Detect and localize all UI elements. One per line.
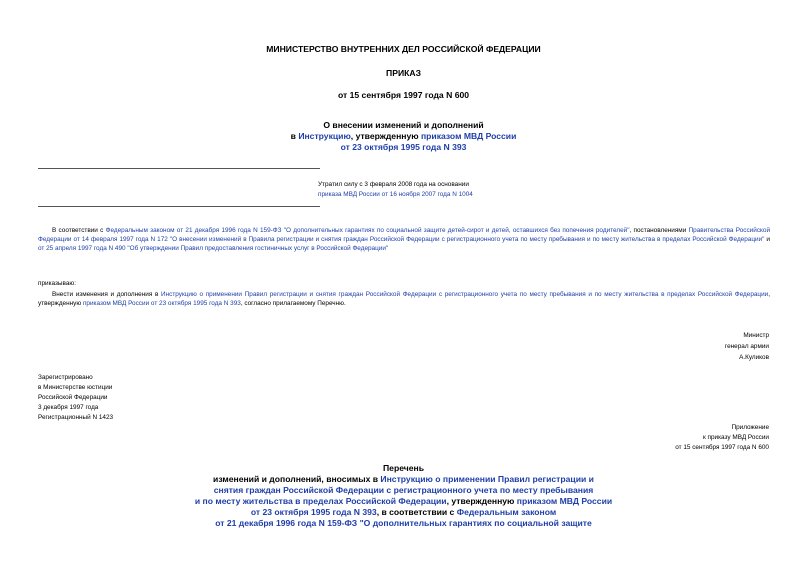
instruction-rules-link[interactable]: Инструкцию о применении Правил регистрации и снятия граждан Российской Федерации с регистрационного учета по месту пребывания и по месту жительства в пределах Российской Федерации xyxy=(161,291,769,298)
appendix-order-ref: к приказу МВД России xyxy=(702,434,769,441)
list-text-4: , в соответствии с xyxy=(376,507,457,517)
list-title-line-3 xyxy=(0,496,807,507)
order-date-link[interactable]: от 23 октября 1995 года N 393 xyxy=(340,142,467,152)
registration-line-3: Российской Федерации xyxy=(38,394,108,401)
list-title-line-2 xyxy=(0,485,807,496)
list-heading: Перечень xyxy=(382,463,424,473)
signature-rank: генерал армии xyxy=(724,343,769,350)
ministry-heading: МИНИСТЕРСТВО ВНУТРЕННИХ ДЕЛ РОССИЙСКОЙ ФЕДЕРАЦИИ xyxy=(266,44,541,54)
list-text-3: , утвержденную xyxy=(446,496,517,506)
lapse-note: Утратил силу с 3 февраля 2008 года на основании xyxy=(318,181,469,188)
order-text-1: Внести изменения и дополнения в xyxy=(52,291,162,298)
list-title-line-5 xyxy=(0,518,807,529)
order-word: приказываю: xyxy=(38,280,76,287)
document-date: от 15 сентября 1997 года N 600 xyxy=(337,90,470,100)
registration-number: Регистрационный N 1423 xyxy=(38,414,114,421)
instruction-link[interactable]: Инструкцию xyxy=(298,131,351,141)
lapse-order-link[interactable]: приказа МВД России от 16 ноября 2007 года N 1004 xyxy=(318,191,473,198)
federal-law-link[interactable]: Федеральным законом от 21 декабря 1996 года N 159-ФЗ "О дополнительных гарантиях по социальной защите детей-сирот и детей, оставшихся без попечения родителей" xyxy=(105,227,630,234)
title-line-1: О внесении изменений и дополнений xyxy=(323,120,484,130)
registration-line-2: в Министерстве юстиции xyxy=(38,384,113,391)
list-federal-law-link-cont[interactable]: от 21 декабря 1996 года N 159-ФЗ "О дополнительных гарантиях по социальной защите xyxy=(215,518,592,528)
title-mid: , утвержденную xyxy=(350,131,421,141)
appendix-label: Приложение xyxy=(731,424,769,431)
title-prefix: в xyxy=(290,131,299,141)
divider-bottom xyxy=(38,206,320,207)
list-title-line-4 xyxy=(0,507,807,518)
list-federal-law-link[interactable]: Федеральным законом xyxy=(456,507,557,517)
list-mvd-order-link[interactable]: приказом МВД России xyxy=(516,496,613,506)
government-decree-490-link[interactable]: от 25 апреля 1997 года N 490 "Об утверждении Правил предоставления гостиничных услуг в Российской Федерации" xyxy=(38,245,389,252)
preamble-text-2: , постановлениями xyxy=(629,227,689,234)
list-text-1: изменений и дополнений, вносимых в xyxy=(213,474,381,484)
signature-name: А.Куликов xyxy=(739,354,769,361)
order-text-3: , согласно прилагаемому Перечню. xyxy=(240,300,346,307)
list-instruction-link[interactable]: Инструкцию о применении Правил регистрации и xyxy=(380,474,594,484)
preamble-paragraph xyxy=(38,226,770,253)
title-line-2 xyxy=(0,131,807,142)
preamble-text-1: В соответствии с xyxy=(52,227,106,234)
mvd-order-link[interactable]: приказом МВД России xyxy=(420,131,517,141)
appendix-date: от 15 сентября 1997 года N 600 xyxy=(675,444,769,451)
list-order-date-link[interactable]: от 23 октября 1995 года N 393 xyxy=(250,507,377,517)
order-text-2: , утвержденную xyxy=(38,291,771,307)
order-paragraph xyxy=(38,290,770,308)
list-instruction-link-end[interactable]: и по месту жительства в пределах Российской Федерации xyxy=(194,496,447,506)
signature-title: Министр xyxy=(743,332,769,339)
preamble-text-3: и xyxy=(764,236,770,243)
government-decree-172-link[interactable]: Правительства Российской Федерации от 14 февраля 1997 года N 172 "О внесении изменений в Правила регистрации и снятия граждан Российской Федерации с регистрационного учета по месту пребывания и по месту жительства в пределах Российской Федерации" xyxy=(38,227,771,243)
divider-top xyxy=(38,168,320,169)
document-type: ПРИКАЗ xyxy=(386,68,421,78)
list-title-line-1 xyxy=(0,474,807,485)
mvd-order-393-link[interactable]: приказом МВД России от 23 октября 1995 года N 393 xyxy=(82,300,241,307)
list-instruction-link-cont[interactable]: снятия граждан Российской Федерации с регистрационного учета по месту пребывания xyxy=(213,485,594,495)
registration-date: 3 декабря 1997 года xyxy=(38,404,99,411)
title-line-3 xyxy=(0,142,807,153)
registration-line-1: Зарегистрировано xyxy=(38,374,93,381)
